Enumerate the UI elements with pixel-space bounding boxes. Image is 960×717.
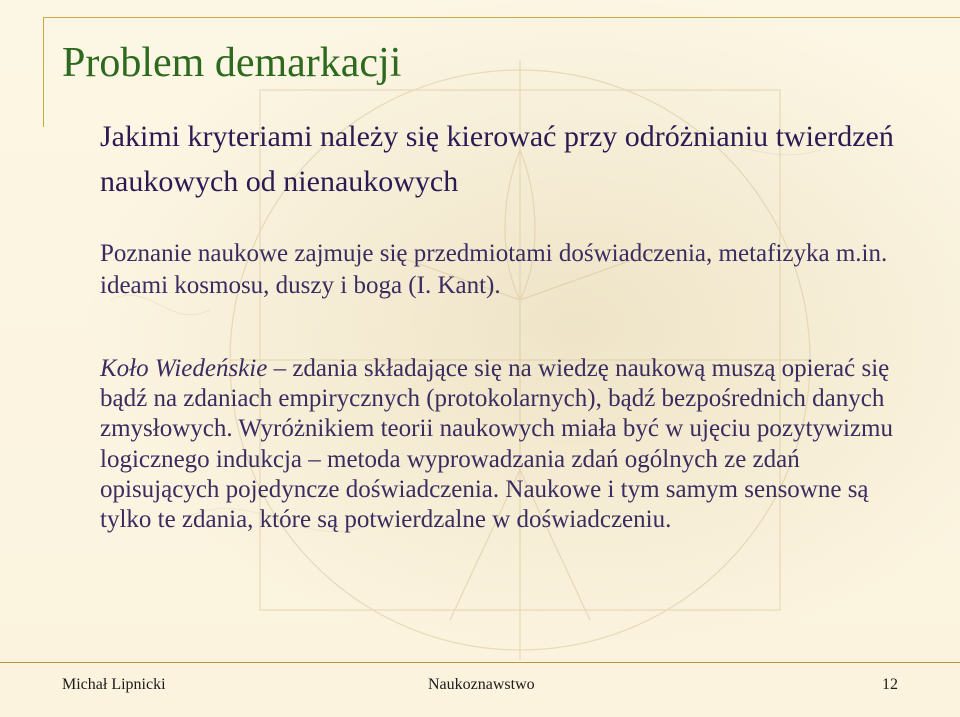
intro-paragraph: Poznanie naukowe zajmuje się przedmiotami doświadczenia, metafizyka m.in. ideami kosmosu, duszy i boga (I. Kant). — [100, 240, 888, 299]
footer-course: Naukoznawstwo — [428, 676, 535, 693]
footer-page-number: 12 — [882, 676, 898, 693]
slide-title: Problem demarkacji — [62, 40, 402, 86]
body-paragraph — [100, 354, 900, 535]
question-text: Jakimi kryteriami należy się kierować przy odróżnianiu twierdzeń naukowych od nienaukowych — [100, 120, 894, 198]
footer-author: Michał Lipnicki — [62, 676, 166, 693]
frame-left-line — [43, 17, 44, 127]
frame-top-line — [43, 17, 960, 18]
body-paragraph-text: – zdania składające się na wiedzę naukową muszą opierać się bądź na zdaniach empirycznych (protokolarnych), bądź bezpośrednich danych zmysłowych. Wyróżnikiem teorii naukowych miała być w ujęciu pozytywizmu logicznego indukcja – metoda wyprowadzania zdań ogólnych ze zdań opisujących pojedyncze doświadczenia. Naukowe i tym samym sensowne są tylko te zdania, które są potwierdzalne w doświadczeniu. — [100, 355, 893, 534]
vienna-circle-emphasis: Koło Wiedeńskie — [100, 355, 268, 382]
footer-divider — [0, 662, 960, 663]
